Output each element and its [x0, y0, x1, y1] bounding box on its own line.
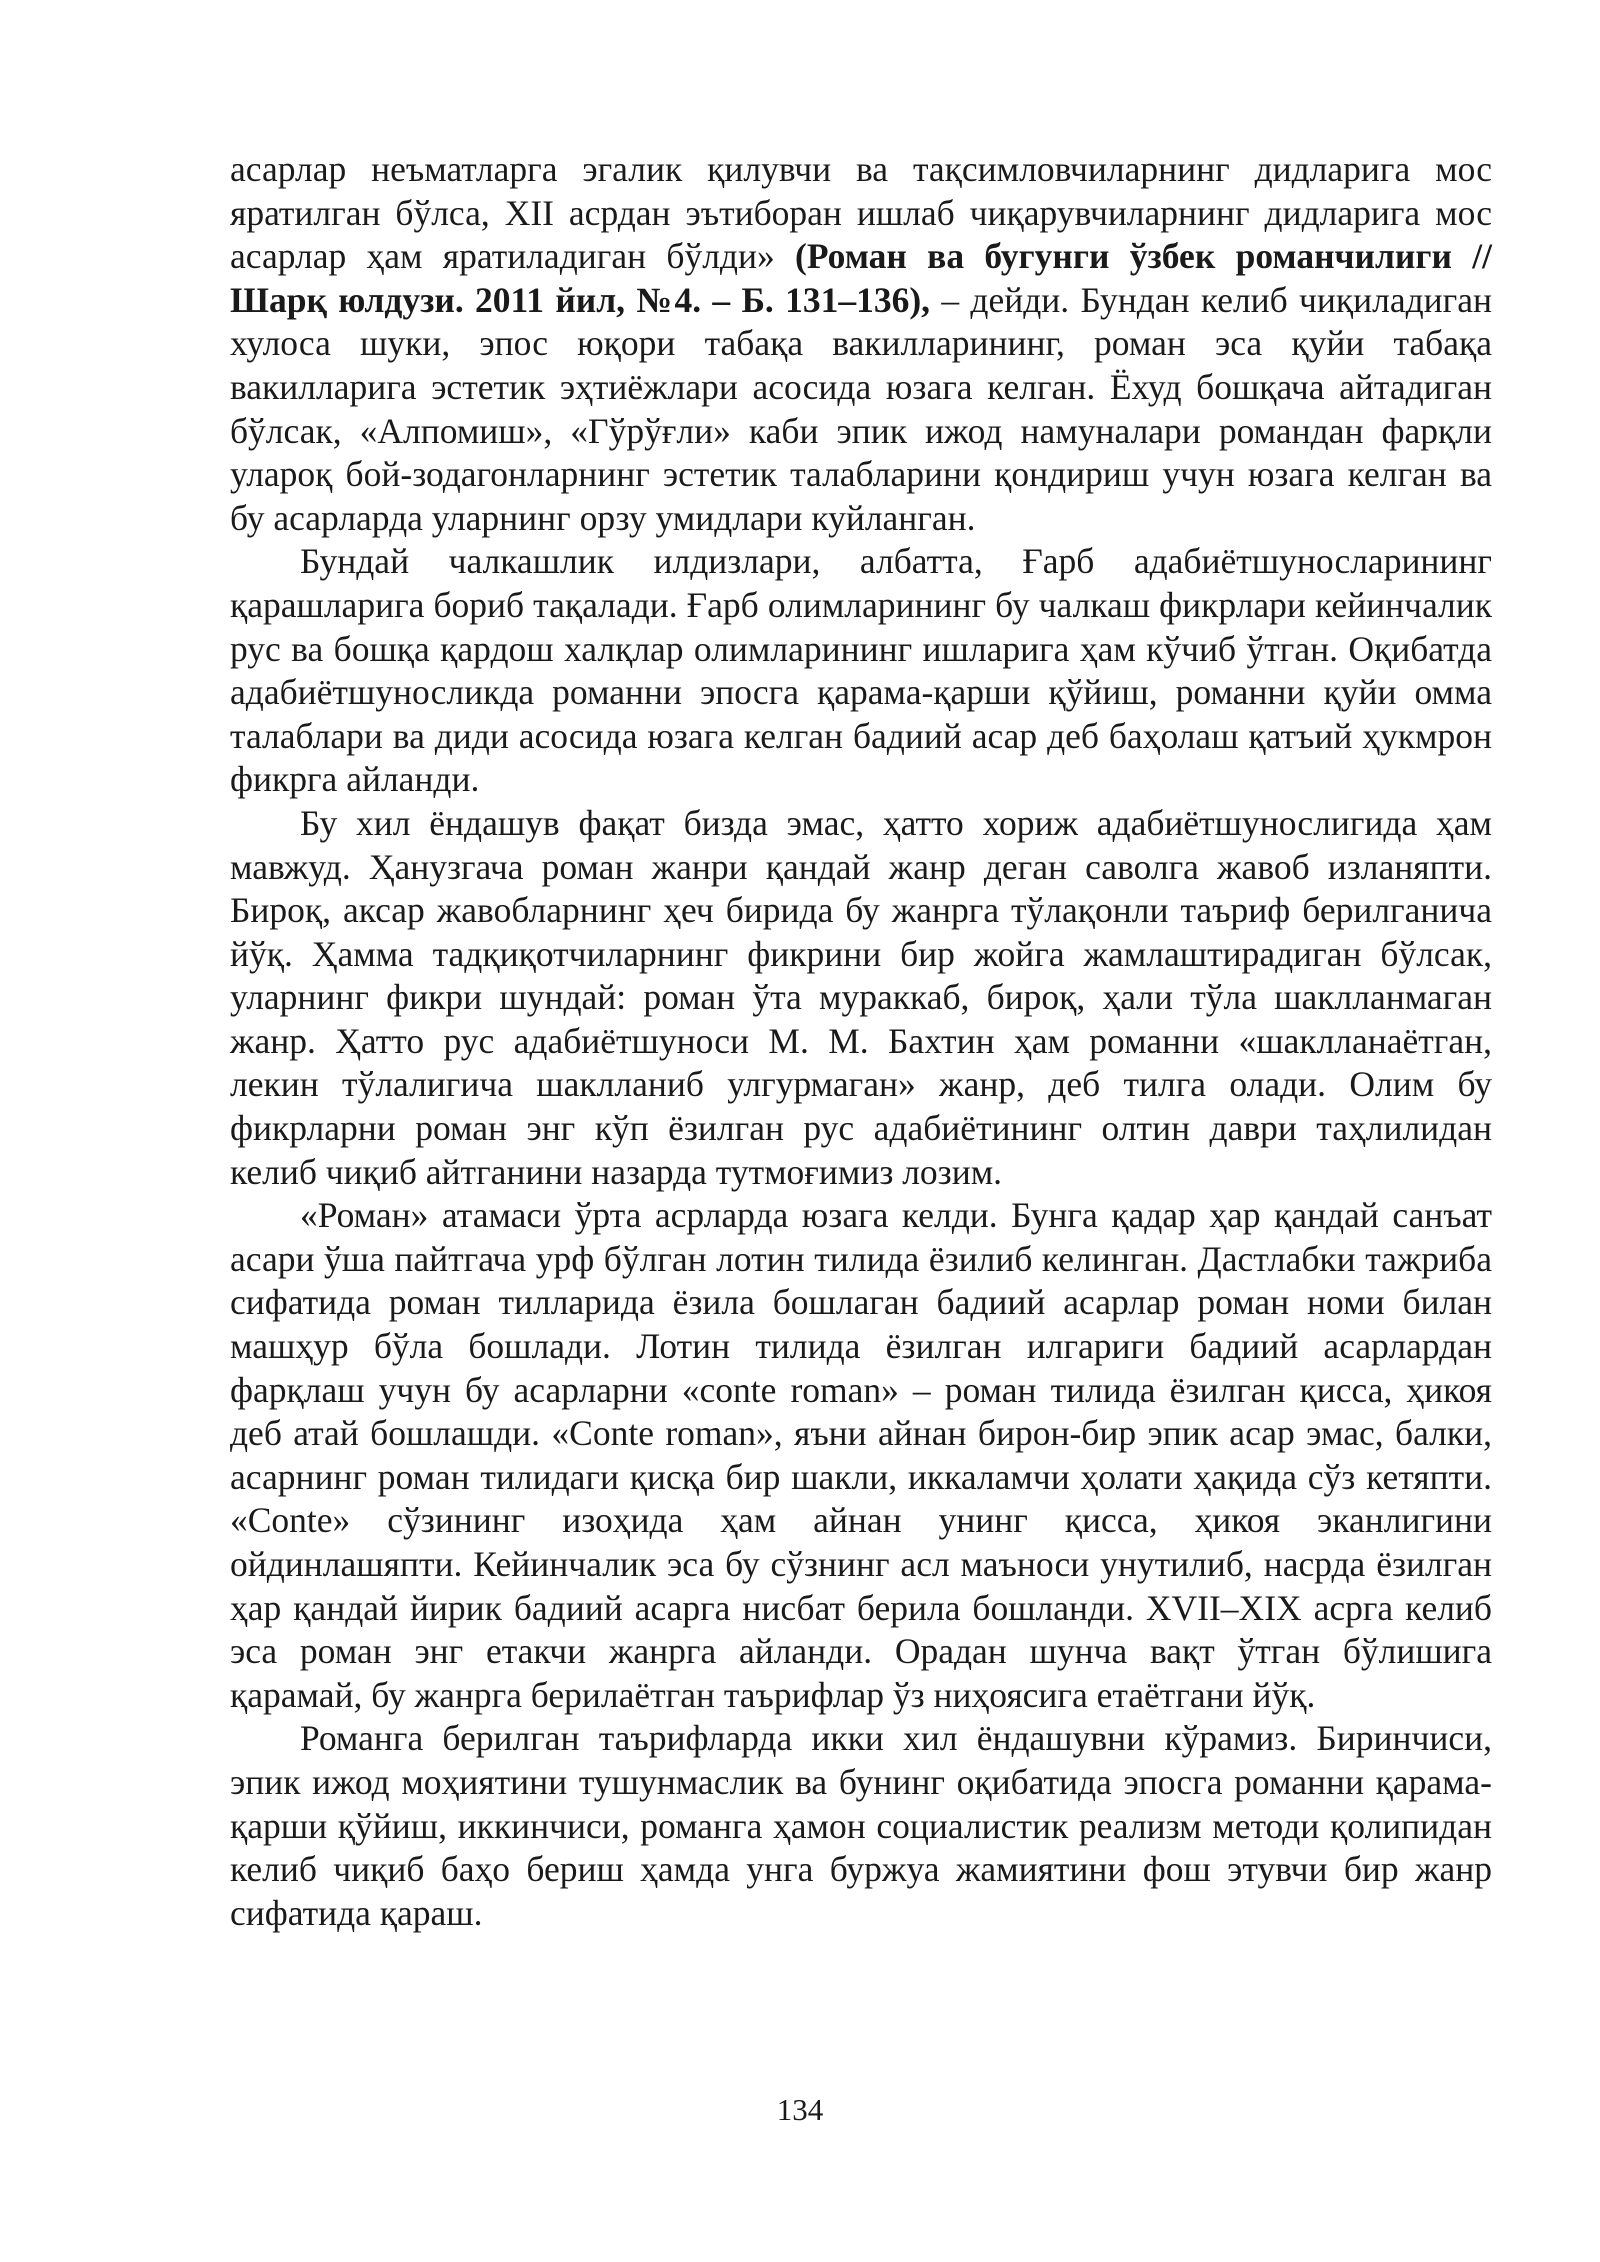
paragraph-text: асарлар неъматларга эгалик қилувчи ва тақсимловчиларнинг дидларига мос яратилган бўлса, XII асрдан эътиборан ишлаб чиқарувчиларнинг дидларига мос асарлар ҳам яратиладиган бўлди» — [230, 149, 1492, 277]
body-text — [230, 148, 1492, 1935]
paragraph-text: – дейди. Бундан келиб чиқиладиган хулоса шуки, эпос юқори табақа вакилларининг, роман эса қуйи табақа вакилларига эстетик эҳтиёжлари асосида юзага келган. Ёхуд бошқача айтадиган бўлсак, «Алпомиш», «Гўрўғли» каби эпик ижод намуналари романдан фарқли уларoқ бой-зодагонларнинг эстетик талабларини қондириш учун юзага келган ва бу асарларда уларнинг орзу умидлари куйланган. — [230, 279, 1492, 538]
paragraph: Романга берилган таърифларда икки хил ёндашувни кўрамиз. Биринчиси, эпик ижод моҳиятини тушунмаслик ва бунинг оқибатида эпосга романни қарама-қарши қўйиш, иккинчиси, романга ҳамон социалистик реализм методи қолипидан келиб чиқиб баҳо бериш ҳамда унга буржуа жамиятини фош этувчи бир жанр сифатида қараш. — [230, 1718, 1492, 1933]
citation-reference: (Роман ва бугунги ўзбек романчилиги // Шарқ юлдузи. 2011 йил, №4. – Б. 131–136), — [230, 236, 1492, 320]
paragraph: Бундай чалкашлик илдизлари, албатта, Ғарб адабиётшуносларининг қарашларига бориб тақалади. Ғарб олимларининг бу чалкаш фикрлари кейинчалик рус ва бошқа қардош халқлар олимларининг ишларига ҳам кўчиб ўтган. Оқибатда адабиётшуносликда романни эпосга қарама-қарши қўйиш, романни қуйи омма талаблари ва диди асосида юзага келган бадиий асар деб баҳолаш қатъий ҳукмрон фикрга айланди. — [230, 541, 1492, 800]
paragraph: «Роман» атамаси ўрта асрларда юзага келди. Бунга қадар ҳар қандай санъат асари ўша пайтгача урф бўлган лотин тилида ёзилиб келинган. Дастлабки тажриба сифатида роман тилларида ёзила бошлаган бадиий асарлар роман номи билан машҳур бўла бошлади. Лотин тилида ёзилган илгариги бадиий асарлардан фарқлаш учун бу асарларни «conte roman» – роман тилида ёзилган қисса, ҳикоя деб атай бошлашди. «Conte roman», яъни айнан бирон-бир эпик асар эмас, балки, асарнинг роман тилидаги қисқа бир шакли, иккаламчи ҳолати ҳақида сўз кетяпти. «Conte» сўзининг изоҳида ҳам айнан унинг қисса, ҳикоя эканлигини ойдинлашяпти. Кейинчалик эса бу сўзнинг асл маъноси унутилиб, насрда ёзилган ҳар қандай йирик бадиий асарга нисбат берила бошланди. XVII–XIX асрга келиб эса роман энг етакчи жанрга айланди. Орадан шунча вақт ўтган бўлишига қарамай, бу жанрга берилаётган таърифлар ўз ниҳоясига етаётгани йўқ. — [230, 1195, 1492, 1715]
page-number: 134 — [776, 2092, 824, 2127]
paragraph: Бу хил ёндашув фақат бизда эмас, ҳатто хориж адабиётшунослигида ҳам мавжуд. Ҳанузгача роман жанри қандай жанр деган саволга жавоб изланяпти. Бироқ, аксар жавобларнинг ҳеч бирида бу жанрга тўлақонли таъриф берилганича йўқ. Ҳамма тадқиқотчиларнинг фикрини бир жойга жамлаштирадиган бўлсак, уларнинг фикри шундай: роман ўта мураккаб, бироқ, ҳали тўла шаклланмаган жанр. Ҳатто рус адабиётшуноси М. М. Бахтин ҳам романни «шаклланаётган, лекин тўлалигича шаклланиб улгурмаган» жанр, деб тилга олади. Олим бу фикрларни роман энг кўп ёзилган рус адабиётининг олтин даври таҳлилидан келиб чиқиб айтганини назарда тутмоғимиз лозим. — [230, 802, 1492, 1192]
paragraph-continued — [230, 148, 1492, 540]
